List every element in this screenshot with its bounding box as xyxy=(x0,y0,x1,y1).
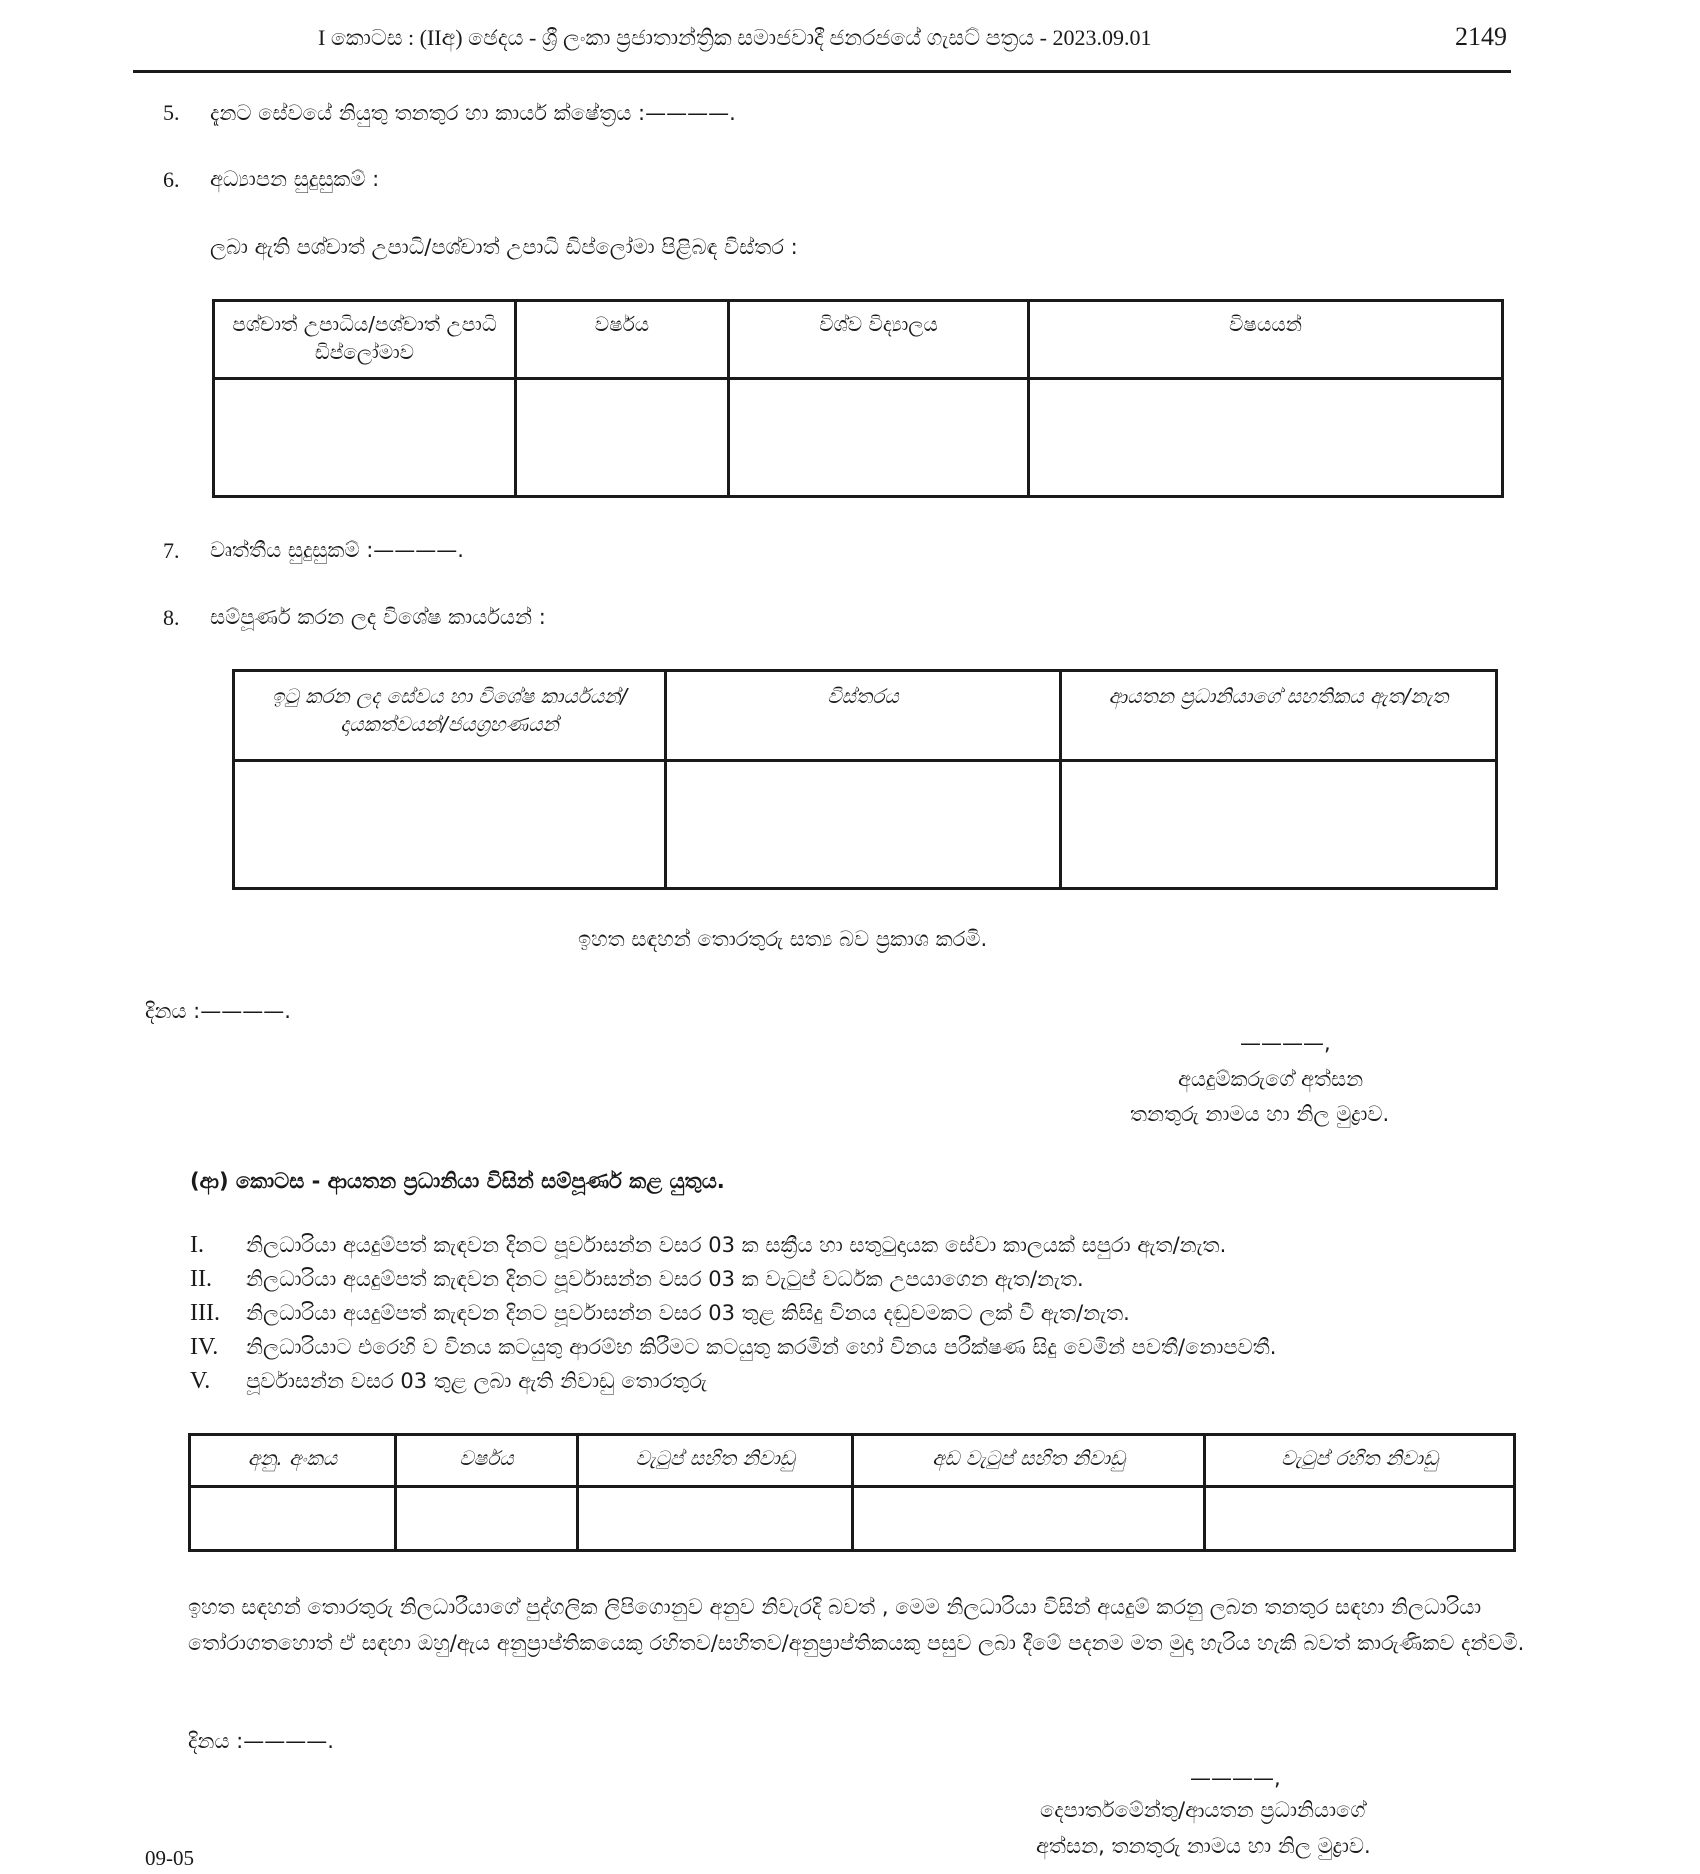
postgrad-cell-year[interactable] xyxy=(516,379,729,497)
page-number: 2149 xyxy=(1455,22,1507,51)
table-row xyxy=(234,761,1497,889)
special-table-header-row xyxy=(234,671,1497,761)
list-item xyxy=(190,1300,1130,1327)
leave-cell-serial[interactable] xyxy=(190,1487,396,1551)
postgrad-col-university: විශ්ව විද්‍යාලය xyxy=(729,301,1029,379)
table-row xyxy=(214,379,1503,497)
postgrad-col-subjects: විෂයයන් xyxy=(1029,301,1503,379)
gazette-header-title: I කොටස : (IIඅ) ඡෙදය - ශ්‍රී ලංකා ප්‍රජාතාන්ත්‍රික සමාජවාදී ජනරජයේ ගැසට් පත්‍රය - 2023.09.01 xyxy=(318,25,1152,50)
postgrad-col-degree: පශ්චාත් උපාධිය/පශ්චාත් උපාධි ඩිප්ලෝමාව xyxy=(214,301,516,379)
item-7-text: වෘත්තීය සුදුසුකම් :————. xyxy=(210,538,464,562)
list-item-text: නිලධාරියා අයදුම්පත් කැඳවන දිනට පූර්වාසන්න වසර 03 තුළ කිසිදු විනය දඬුවමකට ලක් වී ඇත/නැත. xyxy=(246,1301,1130,1325)
footer-code: 09-05 xyxy=(145,1846,194,1870)
item-6-text: අධ්‍යාපන සුදුසුකම් : xyxy=(210,167,380,191)
applicant-signature-line: ————, xyxy=(1240,1031,1331,1055)
certification-paragraph: ඉහත සඳහන් තොරතුරු නිලධාරීයාගේ පුද්ගලික ලිපිගොනුව අනුව නිවැරදි බවත් , මෙම නිලධාරියා විසින් අයදුම් කරනු ලබන තනතුර සඳහා නිලධාරියා තෝරාගතහොත් ඒ සඳහා ඔහු/ඇය අනුප්‍රාප්තිකයෙකු රහිතව/සහිතව/අනුප්‍රාප්තිකයකු පසුව ලබා දීමේ පදනම මත මුදා හැරිය හැකි බවත් කාරුණිකව දන්වමි. xyxy=(188,1595,1525,1655)
leave-cell-full-pay[interactable] xyxy=(578,1487,853,1551)
item-5-text: දැනට සේවයේ නියුතු තනතුර හා කාර්ය ක්ෂේත්‍රය :————. xyxy=(210,101,736,125)
head-designation-label: අත්සන, තනතුරු නාමය හා නිල මුද්‍රාව. xyxy=(1036,1834,1371,1858)
leave-cell-half-pay[interactable] xyxy=(853,1487,1205,1551)
head-signature-line: ————, xyxy=(1190,1766,1281,1790)
part-b-heading: (ආ) කොටස - ආයතන ප්‍රධානියා විසින් සම්පූර්ණ කළ යුතුය. xyxy=(190,1169,725,1193)
item-6-number: 6. xyxy=(163,167,180,192)
table-row xyxy=(190,1487,1515,1551)
leave-col-half-pay: අඩ වැටුප් සහිත නිවාඩු xyxy=(853,1435,1205,1487)
list-item xyxy=(190,1266,1084,1293)
postgrad-table-header-row xyxy=(214,301,1503,379)
list-item xyxy=(190,1334,1276,1361)
list-item xyxy=(190,1368,707,1395)
applicant-date-field: දිනය :————. xyxy=(145,999,291,1023)
item-8-number: 8. xyxy=(163,605,180,630)
roman-numeral: V. xyxy=(190,1368,211,1394)
roman-numeral: IV. xyxy=(190,1334,219,1360)
roman-numeral: II. xyxy=(190,1266,212,1292)
list-item-text: නිලධාරියාට එරෙහි ව විනය කටයුතු ආරම්භ කිරීමට කටයුතු කරමින් හෝ විනය පරීක්ෂණ සිදු වෙමින් පවතී/නොපවතී. xyxy=(246,1335,1277,1359)
head-signature-label: දෙපාර්තමේන්තු/ආයතන ප්‍රධානියාගේ xyxy=(1040,1798,1366,1822)
special-cell-description[interactable] xyxy=(666,761,1061,889)
leave-col-serial: අනු. අංකය xyxy=(190,1435,396,1487)
list-item-text: නිලධාරියා අයදුම්පත් කැඳවන දිනට පූර්වාසන්න වසර 03 ක සක්‍රීය හා සතුටුදායක සේවා කාලයක් සපුරා ඇත/නැත. xyxy=(246,1233,1227,1257)
applicant-designation-label: තනතුරු නාමය හා නිල මුද්‍රාව. xyxy=(1130,1102,1390,1126)
leave-cell-year[interactable] xyxy=(396,1487,578,1551)
leave-table xyxy=(188,1433,1516,1552)
roman-numeral: III. xyxy=(190,1300,220,1326)
postgrad-cell-university[interactable] xyxy=(729,379,1029,497)
postgrad-cell-degree[interactable] xyxy=(214,379,516,497)
item-5-number: 5. xyxy=(163,100,180,125)
special-cell-services[interactable] xyxy=(234,761,666,889)
item-7-number: 7. xyxy=(163,538,180,563)
applicant-signature-label: අයදුම්කරුගේ අත්සන xyxy=(1178,1067,1364,1091)
leave-col-year: වර්ෂය xyxy=(396,1435,578,1487)
list-item xyxy=(190,1232,1226,1259)
list-item-text: පූර්වාසන්න වසර 03 තුළ ලබා ඇති නිවාඩු තොරතුරු xyxy=(246,1369,707,1393)
special-col-description: විස්තරය xyxy=(666,671,1061,761)
leave-cell-no-pay[interactable] xyxy=(1205,1487,1515,1551)
postgrad-cell-subjects[interactable] xyxy=(1029,379,1503,497)
special-col-services: ඉටු කරන ලද සේවය හා විශේෂ කාර්යයන්/දායකත්වයන්/ජයග්‍රහණයන් xyxy=(234,671,666,761)
roman-numeral: I. xyxy=(190,1232,204,1258)
leave-table-header-row xyxy=(190,1435,1515,1487)
declaration-statement: ඉහත සඳහන් තොරතුරු සත්‍ය බව ප්‍රකාශ කරමි. xyxy=(578,927,988,951)
item-6-subheading: ලබා ඇති පශ්චාත් උපාධි/පශ්චාත් උපාධි ඩිප්ලෝමා පිළිබඳ විස්තර : xyxy=(210,235,798,259)
header-divider xyxy=(133,70,1511,73)
special-duties-table xyxy=(232,669,1498,890)
head-date-field: දිනය :————. xyxy=(188,1729,334,1753)
list-item-text: නිලධාරියා අයදුම්පත් කැඳවන දිනට පූර්වාසන්න වසර 03 ක වැටුප් වර්ධක උපයාගෙන ඇත/නැත. xyxy=(246,1267,1084,1291)
postgrad-table xyxy=(212,299,1504,498)
special-cell-certificate[interactable] xyxy=(1061,761,1497,889)
leave-col-full-pay: වැටුප් සහිත නිවාඩු xyxy=(578,1435,853,1487)
item-8-text: සම්පූර්ණ කරන ලද විශේෂ කාර්යයන් : xyxy=(210,605,546,629)
postgrad-col-year: වර්ෂය xyxy=(516,301,729,379)
leave-col-no-pay: වැටුප් රහිත නිවාඩු xyxy=(1205,1435,1515,1487)
special-col-certificate: ආයතන ප්‍රධානියාගේ සහතිකය ඇත/නැත xyxy=(1061,671,1497,761)
